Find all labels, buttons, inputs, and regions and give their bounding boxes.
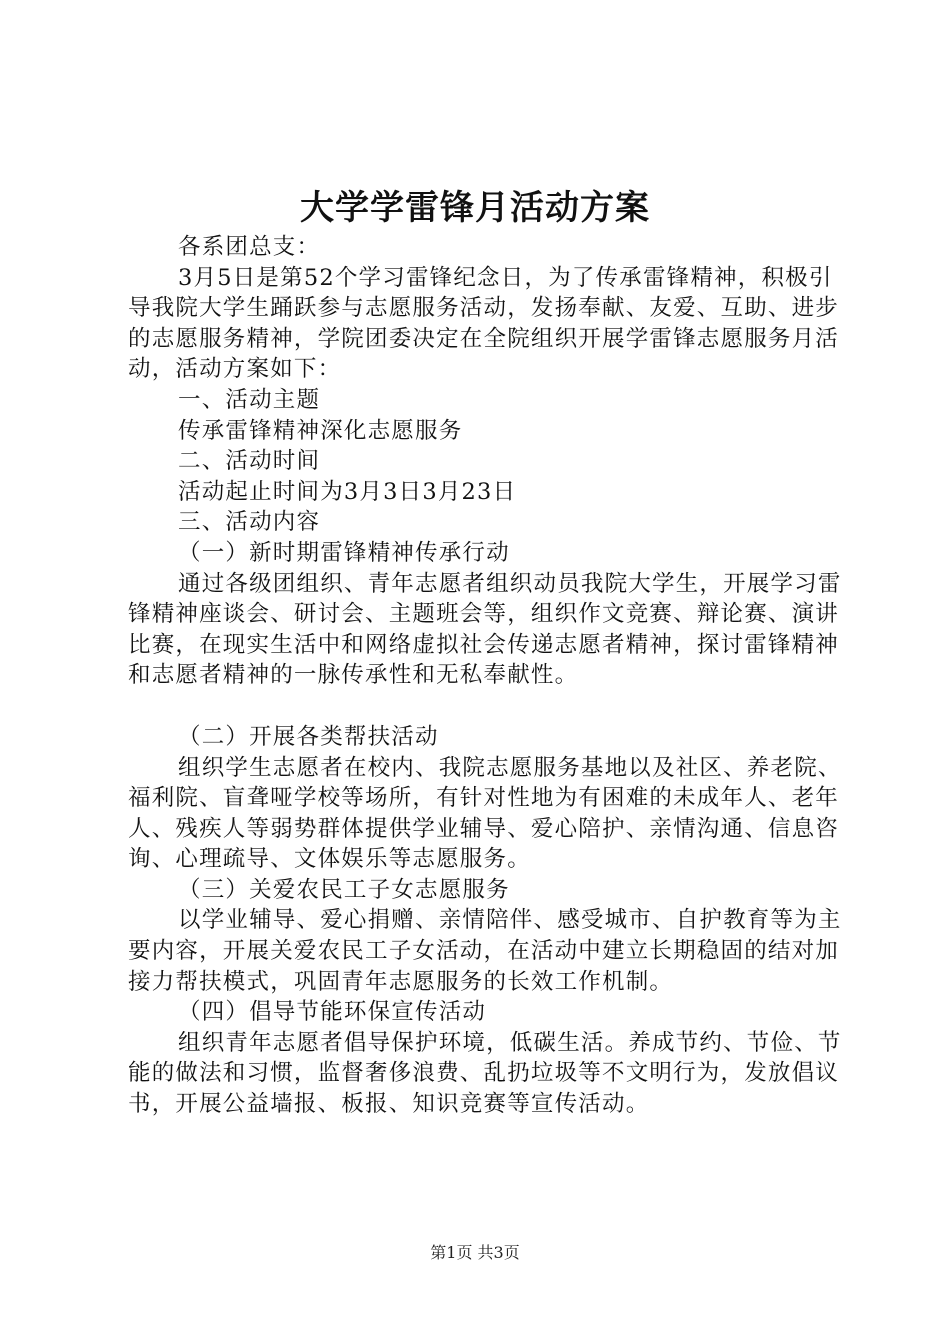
subsection-heading-3: （三）关爱农民工子女志愿服务 [178,876,510,903]
section-heading-content: 三、活动内容 [178,509,321,536]
subsection-text-4: 组织青年志愿者倡导保护环境，低碳生活。养成节约、节俭、节能的做法和习惯，监督奢侈浪费、乱扔垃圾等不文明行为，发放倡议书，开展公益墙报、板报、知识竞赛等宣传活动。 [128,1029,842,1118]
document-body [128,232,848,1120]
paragraph-gap [128,691,848,722]
salutation: 各系团总支： [178,234,321,260]
page-footer: 第1页 共3页 [430,1243,520,1262]
subsection-heading-2: （二）开展各类帮扶活动 [178,723,439,750]
intro-paragraph: 3月5日是第52个学习雷锋纪念日，为了传承雷锋精神，积极引导我院大学生踊跃参与志愿服务活动，发扬奉献、友爱、互助、进步的志愿服务精神，学院团委决定在全院组织开展学雷锋志愿服务月活动，活动方案如下： [128,264,840,383]
subsection-text-3: 以学业辅导、爱心捐赠、亲情陪伴、感受城市、自护教育等为主要内容，开展关爱农民工子女活动，在活动中建立长期稳固的结对加接力帮扶模式，巩固青年志愿服务的长效工作机制。 [128,907,842,995]
time-text: 活动起止时间为3月3日3月23日 [178,478,517,505]
section-heading-time: 二、活动时间 [178,448,321,475]
subsection-heading-4: （四）倡导节能环保宣传活动 [178,999,487,1026]
document-title: 大学学雷锋月活动方案 [300,188,650,228]
section-heading-theme: 一、活动主题 [178,386,321,413]
subsection-heading-1: （一）新时期雷锋精神传承行动 [178,539,510,566]
subsection-text-2: 组织学生志愿者在校内、我院志愿服务基地以及社区、养老院、福利院、盲聋哑学校等场所，有针对性地为有困难的未成年人、老年人、残疾人等弱势群体提供学业辅导、爱心陪护、亲情沟通、信息咨询、心理疏导、文体娱乐等志愿服务。 [128,754,842,873]
theme-text: 传承雷锋精神深化志愿服务 [178,417,463,444]
subsection-text-1: 通过各级团组织、青年志愿者组织动员我院大学生，开展学习雷锋精神座谈会、研讨会、主题班会等，组织作文竞赛、辩论赛、演讲比赛，在现实生活中和网络虚拟社会传递志愿者精神，探讨雷锋精神和志愿者精神的一脉传承性和无私奉献性。 [128,570,842,689]
